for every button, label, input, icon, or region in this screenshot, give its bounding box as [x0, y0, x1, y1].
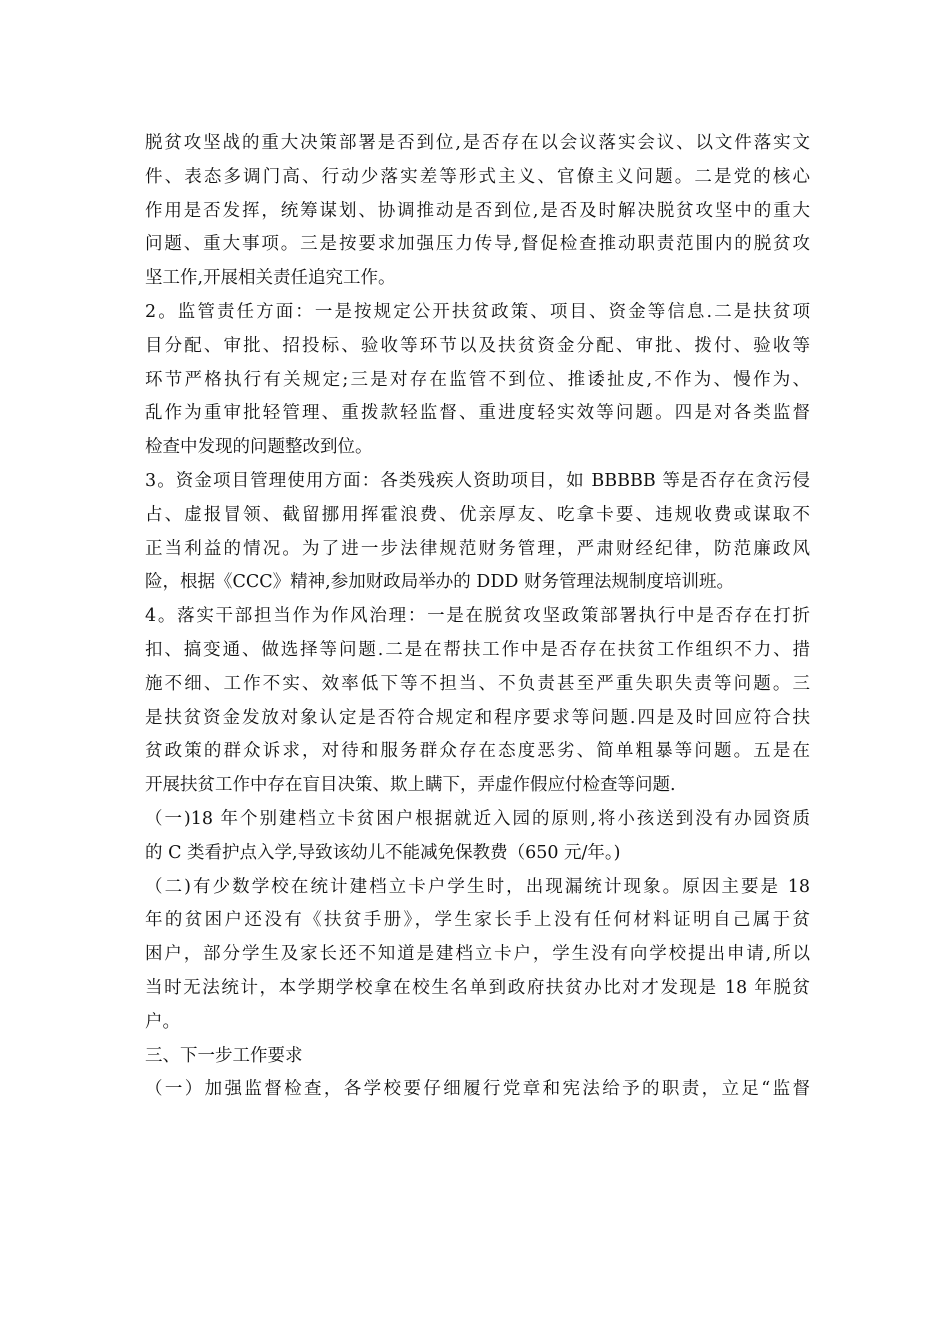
- text-line: 险，根据《CCC》精神,参加财政局举办的 DDD 财务管理法规制度培训班。: [145, 572, 734, 593]
- document-body: [145, 127, 810, 1107]
- text-line: 户。: [145, 1011, 180, 1032]
- text-line: 作用是否发挥，统筹谋划、协调推动是否到位,是否及时解决脱贫攻坚中的重大: [145, 200, 810, 221]
- text-line: 环节严格执行有关规定;三是对存在监管不到位、推诿扯皮,不作为、慢作为、: [145, 369, 810, 390]
- text-line: 3。资金项目管理使用方面：各类残疾人资助项目，如 BBBBB 等是否存在贪污侵: [145, 470, 810, 491]
- text-line: 目分配、审批、招投标、验收等环节以及扶贫资金分配、审批、拨付、验收等: [145, 335, 810, 356]
- text-line: 是扶贫资金发放对象认定是否符合规定和程序要求等问题.四是及时回应符合扶: [145, 707, 810, 728]
- text-line: 坚工作,开展相关责任追究工作。: [145, 268, 396, 289]
- text-line: 困户，部分学生及家长还不知道是建档立卡户，学生没有向学校提出申请,所以: [145, 944, 810, 965]
- text-line: 乱作为重审批轻管理、重拨款轻监督、重进度轻实效等问题。四是对各类监督: [145, 403, 810, 424]
- text-line: （一）加强监督检查，各学校要仔细履行党章和宪法给予的职责，立足“监督: [145, 1079, 810, 1100]
- text-line: 当时无法统计，本学期学校拿在校生名单到政府扶贫办比对才发现是 18 年脱贫: [145, 977, 810, 998]
- text-line: 4。落实干部担当作为作风治理：一是在脱贫攻坚政策部署执行中是否存在打折: [145, 606, 810, 627]
- text-line: 年的贫困户还没有《扶贫手册》，学生家长手上没有任何材料证明自己属于贫: [145, 910, 810, 931]
- text-line: 正当利益的情况。为了进一步法律规范财务管理，严肃财经纪律，防范廉政风: [145, 538, 810, 559]
- section-heading: 三、下一步工作要求: [145, 1045, 303, 1066]
- text-line: （二)有少数学校在统计建档立卡户学生时，出现漏统计现象。原因主要是 18: [145, 876, 810, 897]
- text-line: 开展扶贫工作中存在盲目决策、欺上瞒下，弄虚作假应付检查等问题.: [145, 775, 676, 796]
- text-line: 检查中发现的问题整改到位。: [145, 437, 373, 458]
- text-line: 问题、重大事项。三是按要求加强压力传导,督促检查推动职责范围内的脱贫攻: [145, 234, 810, 255]
- text-line: 的 C 类看护点入学,导致该幼儿不能减免保教费（650 元/年。): [145, 842, 621, 863]
- text-line: 件、表态多调门高、行动少落实差等形式主义、官僚主义问题。二是党的核心: [145, 166, 810, 187]
- text-line: （一)18 年个别建档立卡贫困户根据就近入园的原则,将小孩送到没有办园资质: [145, 808, 810, 829]
- text-line: 贫政策的群众诉求，对待和服务群众存在态度恶劣、简单粗暴等问题。五是在: [145, 741, 810, 762]
- text-line: 2。监管责任方面：一是按规定公开扶贫政策、项目、资金等信息.二是扶贫项: [145, 301, 810, 322]
- text-line: 脱贫攻坚战的重大决策部署是否到位,是否存在以会议落实会议、以文件落实文: [145, 133, 810, 153]
- text-line: 占、虚报冒领、截留挪用挥霍浪费、优亲厚友、吃拿卡要、违规收费或谋取不: [145, 504, 810, 525]
- text-line: 扣、搞变通、做选择等问题.二是在帮扶工作中是否存在扶贫工作组织不力、措: [145, 639, 810, 660]
- text-line: 施不细、工作不实、效率低下等不担当、不负责甚至严重失职失责等问题。三: [145, 673, 810, 694]
